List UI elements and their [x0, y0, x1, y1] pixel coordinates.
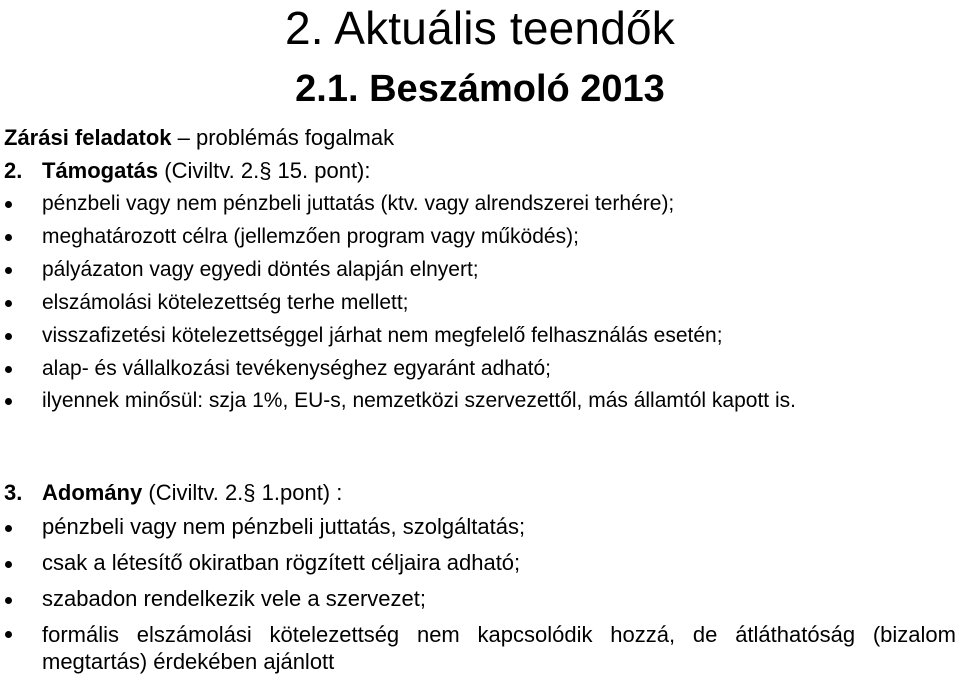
list-item-text: pénzbeli vagy nem pénzbeli juttatás, szolgáltatás;: [42, 514, 526, 539]
list-item-text: elszámolási kötelezettség terhe mellett;: [42, 291, 409, 314]
list-item: [4, 385, 956, 418]
section-support: [4, 121, 956, 418]
list-item: [4, 509, 956, 545]
list-item: [4, 253, 956, 286]
list-item-text: szabadon rendelkezik vele a szervezet;: [42, 586, 426, 611]
donation-bullet-list: [4, 509, 956, 679]
list-item: [4, 319, 956, 352]
donation-rest: (Civiltv. 2.§ 1.pont) :: [142, 480, 343, 505]
donation-bold: Adomány: [42, 480, 143, 505]
bullet-icon: [5, 398, 12, 405]
list-item: [4, 220, 956, 253]
page-title: 2. Aktuális teendők: [285, 2, 675, 54]
bullet-icon: [5, 300, 12, 307]
list-item: [4, 187, 956, 220]
list-item-text: csak a létesítő okiratban rögzített céljaira adható;: [42, 550, 521, 575]
support-bold: Támogatás: [42, 158, 159, 183]
list-item-text: alap- és vállalkozási tevékenységhez egyaránt adható;: [42, 357, 551, 380]
bullet-icon: [5, 366, 12, 373]
list-item: [4, 352, 956, 385]
list-item: [4, 545, 956, 581]
list-item: [4, 581, 956, 617]
bullet-icon: [5, 201, 12, 208]
intro-bold: Zárási feladatok: [4, 125, 172, 150]
donation-number: 3.: [4, 480, 23, 505]
list-item-text: meghatározott célra (jellemzően program vagy működés);: [42, 225, 579, 248]
bullet-icon: [5, 631, 12, 638]
section-donation: [4, 476, 956, 679]
support-rest: (Civiltv. 2.§ 15. pont):: [158, 158, 371, 183]
intro-line: [4, 121, 956, 154]
list-item-text: visszafizetési kötelezettséggel járhat nem megfelelő felhasználás esetén;: [42, 324, 723, 347]
bullet-icon: [5, 267, 12, 274]
list-item-text: ilyennek minősül: szja 1%, EU-s, nemzetközi szervezettől, más államtól kapott is.: [42, 389, 796, 412]
support-bullet-list: [4, 187, 956, 418]
intro-rest: – problémás fogalmak: [171, 125, 395, 150]
list-item-text: pályázaton vagy egyedi döntés alapján elnyert;: [42, 258, 479, 281]
donation-heading: [4, 476, 956, 509]
list-item: [4, 286, 956, 319]
bullet-icon: [5, 333, 12, 340]
list-item: [4, 617, 956, 679]
page-subtitle: 2.1. Beszámoló 2013: [295, 68, 665, 110]
support-heading: [4, 154, 956, 187]
list-item-text: pénzbeli vagy nem pénzbeli juttatás (ktv. vagy alrendszerei terhére);: [42, 192, 675, 215]
support-number: 2.: [4, 158, 23, 183]
bullet-icon: [5, 525, 12, 532]
bullet-icon: [5, 561, 12, 568]
bullet-icon: [5, 234, 12, 241]
bullet-icon: [5, 597, 12, 604]
list-item-text: formális elszámolási kötelezettség nem kapcsolódik hozzá, de átláthatóság (bizalom megtartás) érdekében ajánlott: [42, 622, 956, 674]
